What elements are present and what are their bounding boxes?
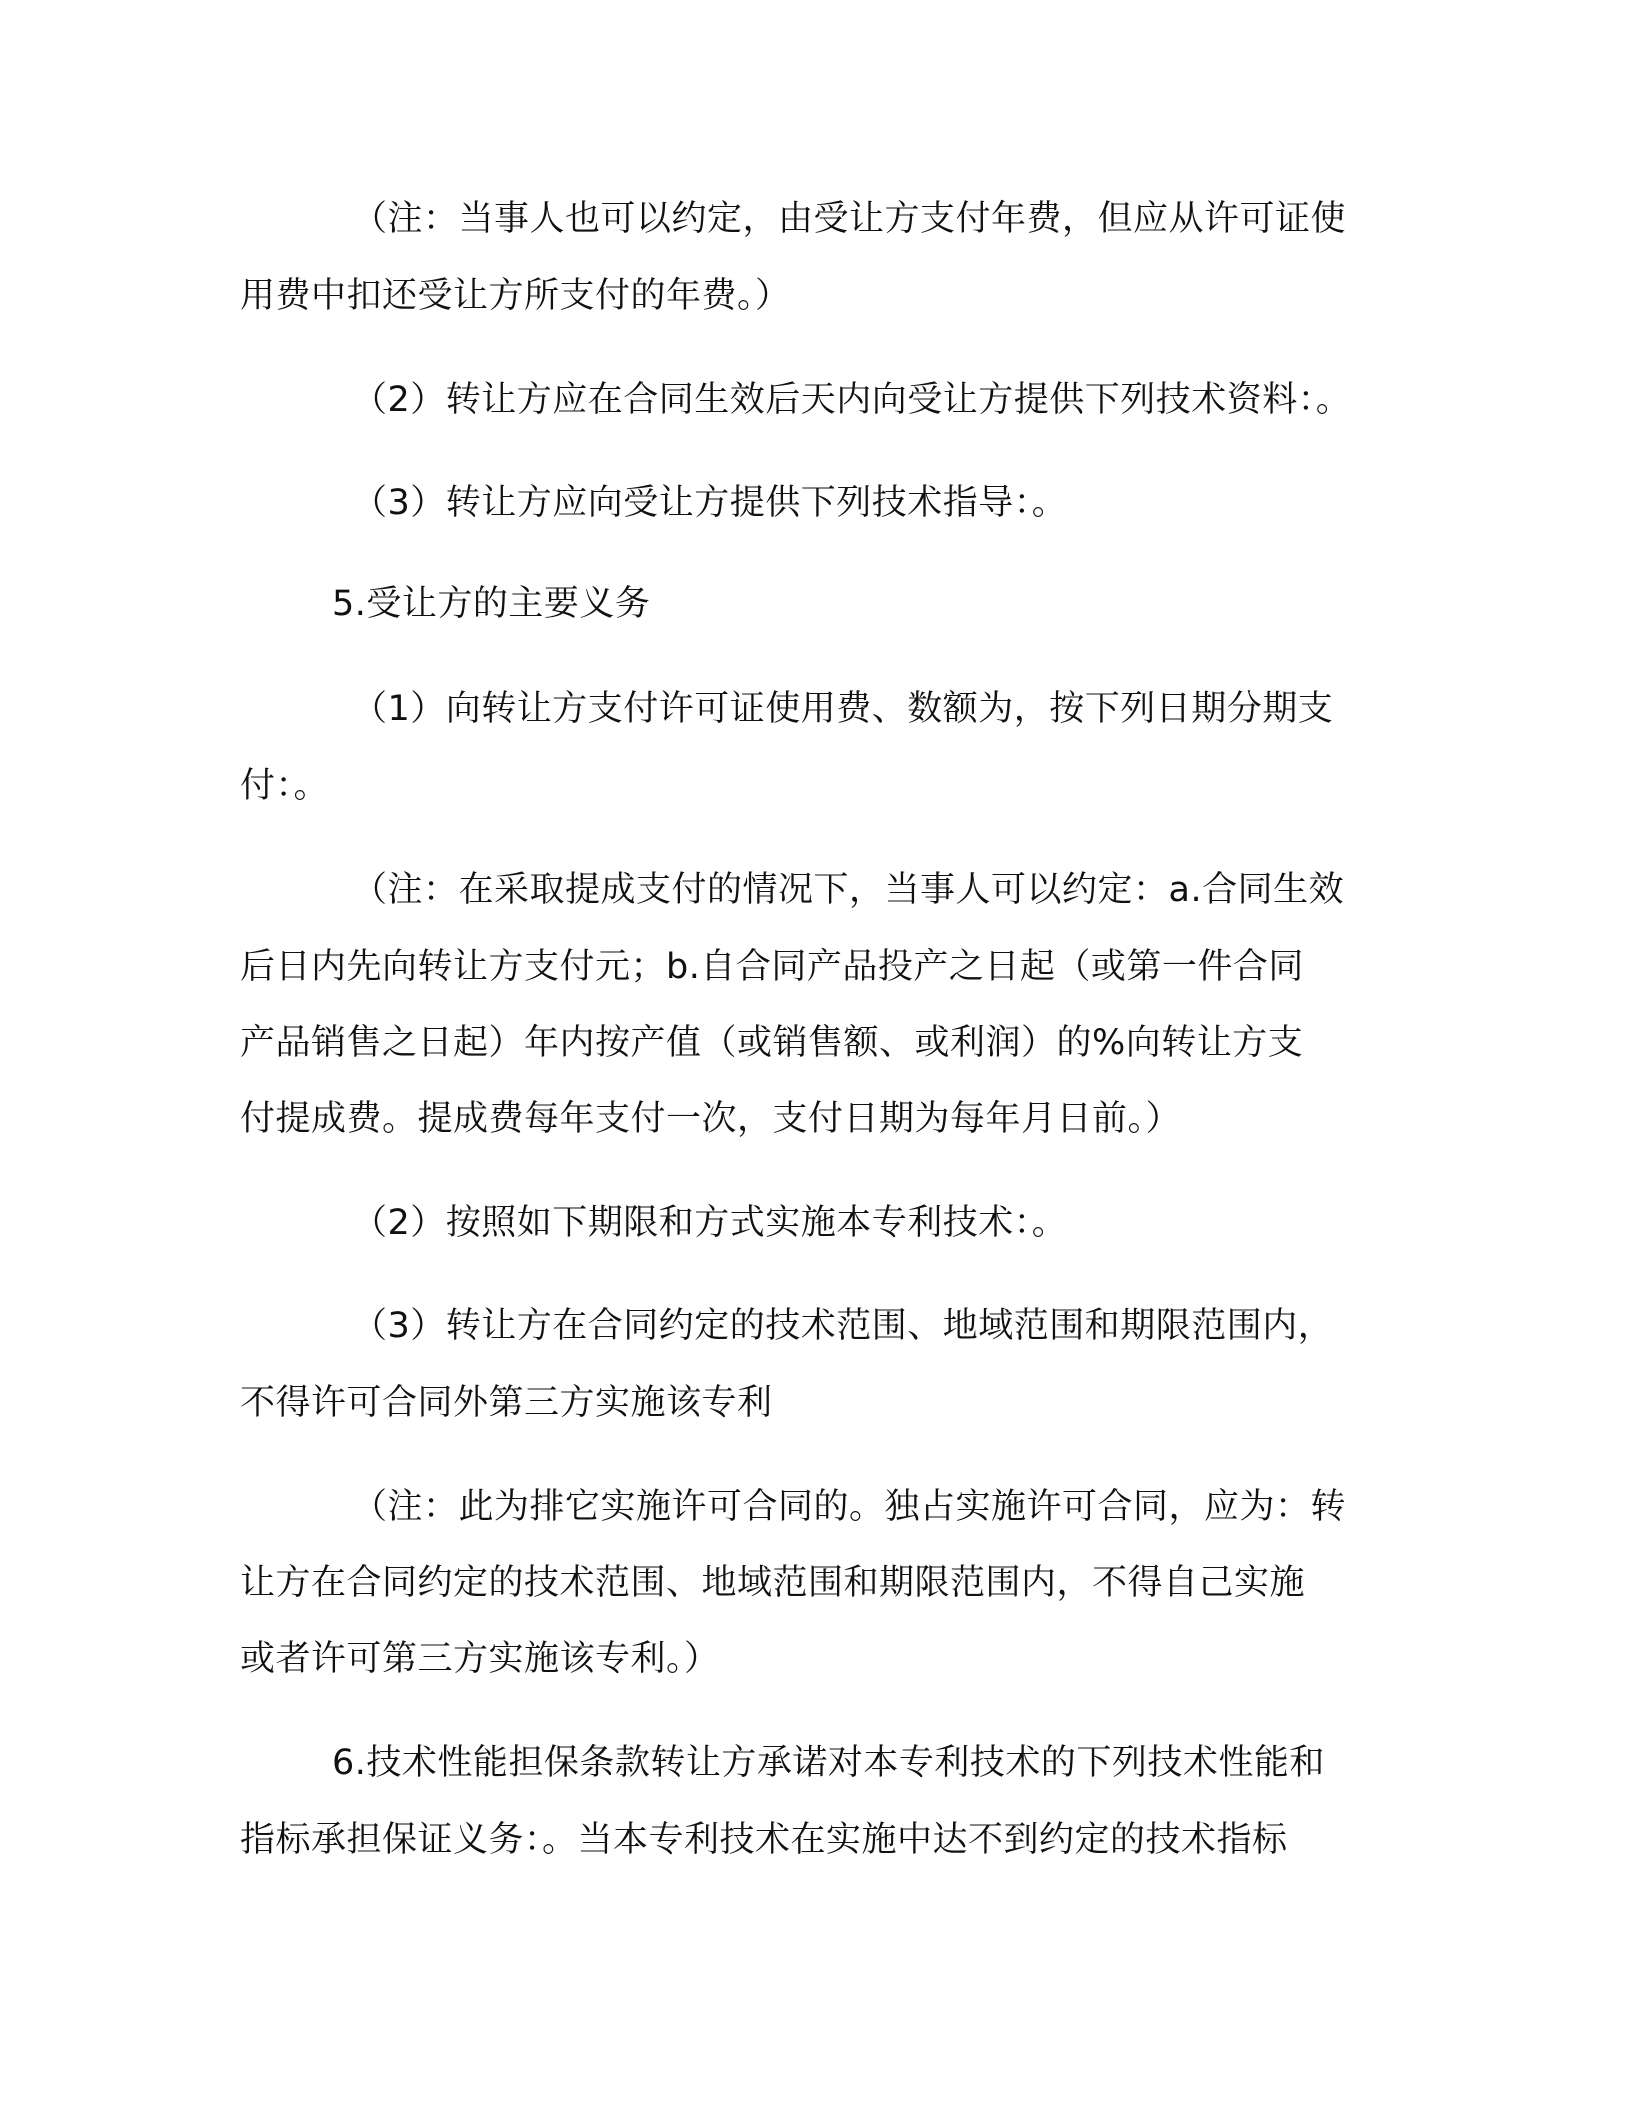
note-royalty-line-2: 后日内先向转让方支付元；b.自合同产品投产之日起（或第一件合同: [240, 947, 1304, 987]
clause-5-3-line-2: 不得许可合同外第三方实施该专利: [240, 1383, 773, 1423]
clause-5-3-line-1: （3）转让方在合同约定的技术范围、地域范围和期限范围内，: [352, 1306, 1334, 1346]
note-royalty-line-3: 产品销售之日起）年内按产值（或销售额、或利润）的%向转让方支: [240, 1023, 1304, 1063]
clause-5-1-line-1: （1）向转让方支付许可证使用费、数额为，按下列日期分期支: [352, 689, 1334, 729]
section-5-heading: 5.受让方的主要义务: [332, 584, 651, 624]
note-annual-fee-line-2: 用费中扣还受让方所支付的年费。）: [240, 276, 791, 316]
section-6-line-1: 6.技术性能担保条款转让方承诺对本专利技术的下列技术性能和: [332, 1743, 1325, 1783]
section-6-line-2: 指标承担保证义务：。当本专利技术在实施中达不到约定的技术指标: [240, 1820, 1288, 1860]
note-exclusive-line-1: （注：此为排它实施许可合同的。独占实施许可合同，应为：转: [352, 1487, 1347, 1527]
note-exclusive-line-3: 或者许可第三方实施该专利。）: [240, 1639, 720, 1679]
clause-5-1-line-2: 付：。: [240, 766, 330, 806]
note-royalty-line-4: 付提成费。提成费每年支付一次，支付日期为每年月日前。）: [240, 1099, 1182, 1139]
note-royalty-line-1: （注：在采取提成支付的情况下，当事人可以约定：a.合同生效: [352, 870, 1345, 910]
note-annual-fee-line-1: （注：当事人也可以约定，由受让方支付年费，但应从许可证使: [352, 199, 1347, 239]
note-exclusive-line-2: 让方在合同约定的技术范围、地域范围和期限范围内，不得自己实施: [240, 1563, 1306, 1603]
clause-5-2-implementation: （2）按照如下期限和方式实施本专利技术：。: [352, 1203, 1068, 1243]
clause-4-2-technical-materials: （2）转让方应在合同生效后天内向受让方提供下列技术资料：。: [352, 380, 1352, 420]
clause-4-3-technical-guidance: （3）转让方应向受让方提供下列技术指导：。: [352, 483, 1068, 523]
